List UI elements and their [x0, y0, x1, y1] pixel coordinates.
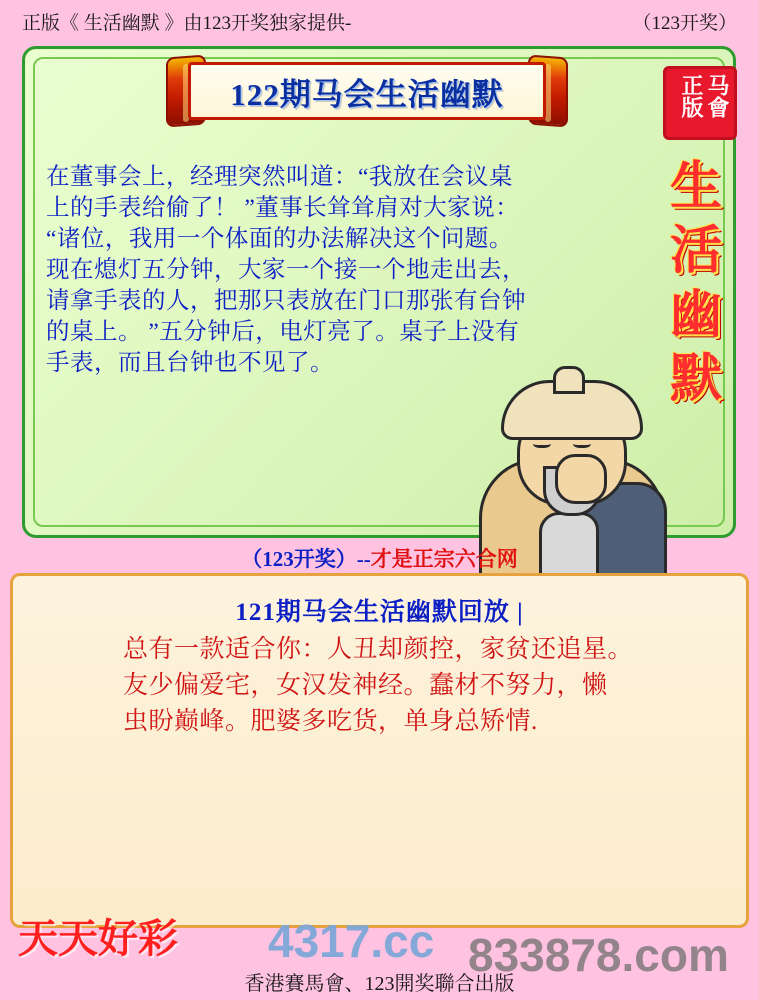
character-hat-knob — [553, 366, 585, 394]
vertical-decorative-title — [661, 156, 731, 412]
stamp-text-right: 马會 — [705, 74, 730, 118]
character-hand — [555, 454, 607, 504]
joke-line: 的桌上。 ”五分钟后，电灯亮了。桌子上没有 — [46, 319, 520, 345]
joke-line: 在董事会上，经理突然叫道：“我放在会议桌 — [46, 164, 513, 190]
vertical-title-char: 活 — [669, 223, 722, 280]
watermark-right: 833878.com — [468, 929, 729, 981]
joke-line: 手表，而且台钟也不见了。 — [46, 350, 334, 376]
site-caption — [0, 543, 759, 573]
replay-line: 虫盼巅峰。肥婆多吃货，单身总矫情. — [123, 708, 538, 735]
vertical-title-char: 幽 — [669, 287, 722, 344]
header-left-text: 正版《 生活幽默 》由123开奖独家提供- — [22, 13, 352, 34]
watermark-center: 4317.cc — [268, 915, 435, 967]
joke-line: 请拿手表的人，把那只表放在门口那张有台钟 — [46, 288, 526, 314]
vertical-title-char: 生 — [669, 159, 722, 216]
replay-title: 121期马会生活幽默回放 | — [235, 599, 524, 626]
replay-line: 友少偏爱宅，女汉发神经。蠢材不努力，懒 — [123, 672, 608, 699]
replay-card — [10, 573, 749, 928]
joke-line: 现在熄灯五分钟，大家一个接一个地走出去， — [46, 257, 526, 283]
character-eye-left — [533, 438, 551, 448]
footer-text: 香港賽馬會、123開奖聯合出版 — [244, 973, 515, 995]
caption-prefix: （123开奖）-- — [241, 547, 371, 571]
joke-line: 上的手表给偷了！ ”董事长耸耸肩对大家说： — [46, 195, 520, 221]
joke-line: “诸位，我用一个体面的办法解决这个问题。 — [46, 226, 513, 252]
banner-title: 122期马会生活幽默 — [230, 76, 504, 112]
watermark-left: 天天好彩 — [18, 917, 178, 961]
header-bar — [0, 0, 759, 42]
replay-line: 总有一款适合你：人丑却颜控，家贫还追星。 — [123, 636, 634, 663]
scroll-banner — [152, 52, 582, 130]
joke-text-block — [46, 162, 636, 379]
character-eye-right — [573, 438, 591, 448]
caption-suffix: 才是正宗六合网 — [370, 547, 518, 571]
header-right-text: （123开奖） — [632, 13, 737, 34]
scroll-paper — [188, 62, 546, 120]
official-seal-stamp — [663, 66, 737, 140]
vertical-title-char: 默 — [669, 351, 722, 408]
replay-text-block — [123, 632, 643, 740]
stamp-text-left: 正版 — [679, 74, 704, 118]
